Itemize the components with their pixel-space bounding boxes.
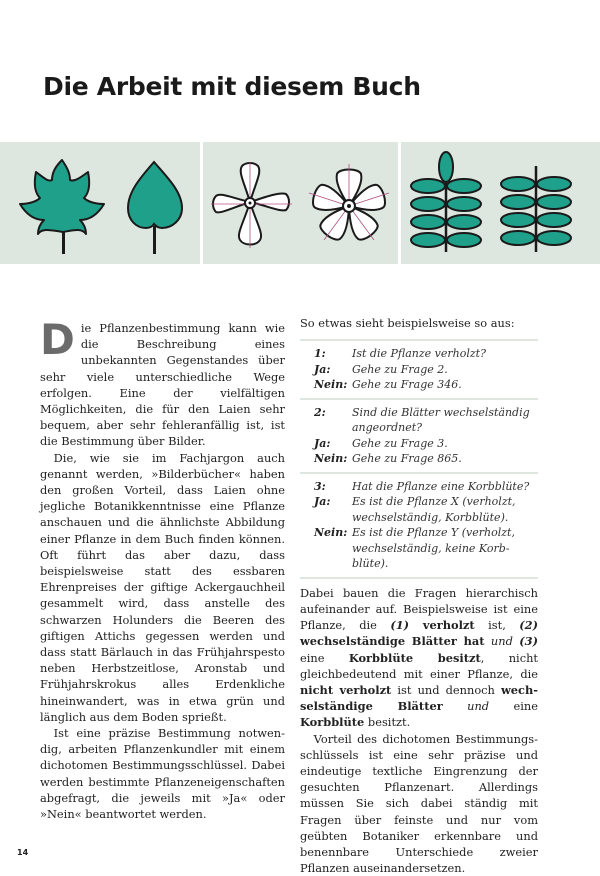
paragraph-advantage: Vorteil des dichotomen Bestimmungsschlüssels ist eine sehr präzise und eindeutige textliche Eingrenzung der gesuchten Pflanzenart. Allerdings müssen Sie sich dabei ständig mit Fragen über feinste und nur vom geübten Botaniker erkennbare und benennbare Unterschiede zweier Pflanzen auseinandersetzen. — [300, 731, 538, 876]
key-row — [300, 377, 538, 393]
key-row-label: Ja: — [314, 495, 331, 509]
italic-word: und — [442, 699, 514, 714]
bold-term: wechselständige Blätter hat — [300, 634, 485, 649]
illustration-band — [0, 142, 600, 264]
key-row-text: Gehe zu Frage 3. — [352, 436, 448, 450]
paragraph-dichotomous-key: Ist eine präzise Bestimmung notwendig, arbeiten Pflanzenkundler mit einem dichotomen Bestimmungsschlüssel. Dabei werden bestimmte Pflanzeneigenschaften abgefragt, die jeweils mit »Ja« oder »Nein« beantwortet werden. — [40, 726, 285, 822]
key-question-2 — [300, 405, 538, 467]
key-row — [300, 479, 538, 495]
key-row — [300, 346, 538, 362]
paragraph-picture-books: Die, wie sie im Fachjargon auch genannt werden, »Bilderbücher« haben den großen Vorteil, dass Laien ohne jegliche Botanikkenntnisse eine Pflanze anschauen und die ähnlichste Abbildung einer Pflanze in dem Buch finden können. Oft führt das aber dazu, dass beispielsweise statt des essbaren Ehrenpreises der giftige Ackergauchheil gesammelt wird, dass anstelle des schwarzen Holunders die Beeren des giftigen Attichs gegessen werden und dass statt Bärlauch in das Frühjahrspesto neben Herbstzeitlose, Aronstab und Frühjahrskrokus alles Erdenkliche hineinwandert, was in etwa grün und länglich aus dem Boden sprießt. — [40, 450, 285, 724]
key-row-label: Ja: — [314, 436, 331, 450]
text-run: , nicht gleichbedeutend mit einer Pflanze, die — [300, 650, 538, 681]
bold-term: Korbblüte besitzt — [348, 650, 481, 665]
drop-cap: D — [40, 315, 75, 364]
key-divider — [300, 577, 538, 579]
key-row-label: 1: — [314, 347, 326, 361]
key-row-text: Es ist die Pflanze Y (verholzt, wechselständig, keine Korbblüte). — [352, 526, 515, 571]
key-row-text: Gehe zu Frage 2. — [352, 362, 448, 376]
key-row — [300, 525, 538, 572]
key-row — [300, 405, 538, 436]
four-petal-flower-icon — [211, 162, 292, 248]
illustration-svg — [0, 142, 600, 264]
lobed-leaf-icon — [20, 160, 104, 254]
emphasis-number: (3) — [519, 634, 538, 649]
odd-pinnate-leaf-icon — [411, 152, 481, 252]
bold-term: wechselständige Blätter — [300, 682, 538, 714]
key-row — [300, 436, 538, 452]
bold-term: Korbblüte — [300, 715, 365, 730]
bold-term: nicht verholzt — [300, 682, 392, 697]
key-row-text: Es ist die Pflanze X (verholzt, wechselständig, Korbblüte). — [352, 495, 516, 524]
key-intro: So etwas sieht beispielsweise so aus: — [300, 316, 515, 330]
left-column — [40, 315, 285, 822]
paragraph-intro — [40, 315, 285, 450]
panel-divider — [200, 142, 203, 264]
right-column — [300, 315, 538, 876]
even-pinnate-leaf-icon — [501, 166, 571, 252]
text-run: besitzt. — [364, 715, 411, 730]
heart-leaf-icon — [128, 162, 182, 254]
identification-key-example — [300, 339, 538, 579]
key-row-label: 3: — [314, 479, 326, 493]
text-run: ist und dennoch — [391, 682, 501, 697]
key-question-3 — [300, 479, 538, 572]
key-row-text: Sind die Blätter wechselständig angeordnet? — [352, 405, 530, 435]
page-number: 14 — [17, 848, 29, 857]
emphasis-number: (1) — [390, 618, 410, 633]
bold-term: verholzt — [409, 618, 475, 633]
text-run: Dabei bauen die Fragen hierarchisch aufeinander auf. Beispielsweise ist eine Pflanze, die — [300, 585, 538, 633]
key-row — [300, 451, 538, 467]
key-row-label: Nein: — [314, 452, 348, 466]
text-run: eine — [300, 650, 349, 665]
text-run: ist, — [474, 618, 520, 633]
key-row-label: Ja: — [314, 362, 331, 376]
key-question-1 — [300, 346, 538, 393]
five-petal-flower-icon — [309, 164, 389, 243]
italic-word: und — [484, 634, 520, 649]
text-run: eine — [513, 699, 538, 714]
key-row — [300, 494, 538, 525]
paragraph-intro-text: ie Pflanzenbestimmung kann wie die Beschreibung eines unbekannten Gegenstandes über sehr viele unterschiedliche Wege erfolgen. Eine der vielfältigen Möglichkeiten, die für den Laien sehr bequem, aber sehr fehleranfällig ist, ist die Bestimmung über Bilder. — [40, 321, 285, 449]
key-divider — [300, 472, 538, 474]
paragraph-hierarchy — [300, 585, 538, 731]
key-row-text: Ist die Pflanze verholzt? — [352, 347, 486, 361]
key-row-label: Nein: — [314, 526, 348, 540]
emphasis-number: (2) — [519, 618, 538, 633]
key-row-text: Gehe zu Frage 865. — [352, 452, 462, 466]
panel-divider — [398, 142, 401, 264]
key-divider — [300, 398, 538, 400]
key-row-label: Nein: — [314, 378, 348, 392]
key-row — [300, 362, 538, 378]
key-divider — [300, 339, 538, 341]
page-title: Die Arbeit mit diesem Buch — [43, 72, 421, 101]
key-row-label: 2: — [314, 405, 326, 419]
key-row-text: Hat die Pflanze eine Korbblüte? — [352, 479, 530, 493]
key-row-text: Gehe zu Frage 346. — [352, 378, 462, 392]
